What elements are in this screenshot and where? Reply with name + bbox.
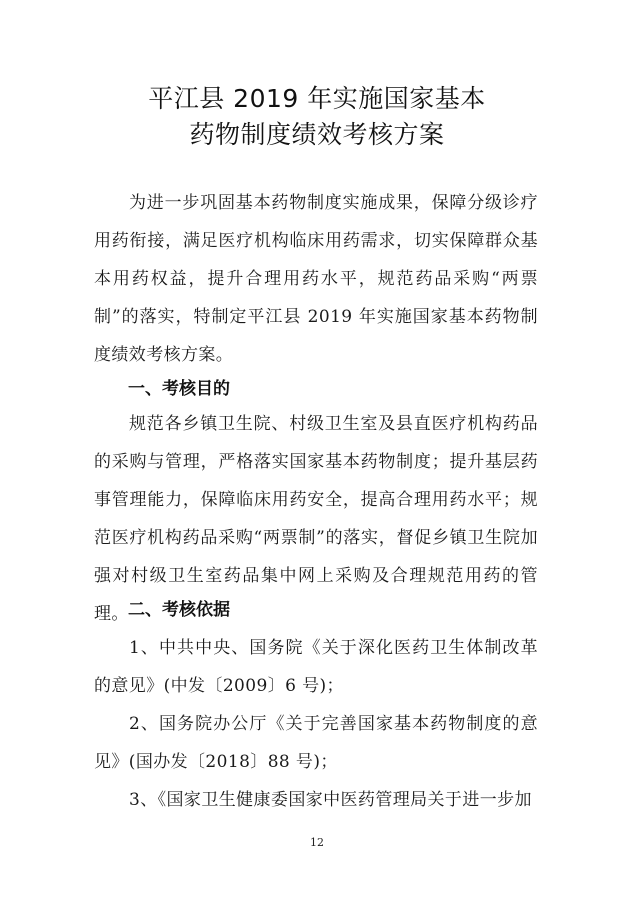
- purpose-paragraph: 规范各乡镇卫生院、村级卫生室及县直医疗机构药品的采购与管理，严格落实国家基本药物制度；提升基层药事管理能力，保障临床用药安全，提高合理用药水平；规范医疗机构药品采购“两票制”的落实，督促乡镇卫生院加强对村级卫生室药品集中网上采购及合理规范用药的管理。: [94, 414, 538, 624]
- intro-paragraph: 为进一步巩固基本药物制度实施成果，保障分级诊疗用药衔接，满足医疗机构临床用药需求，切实保障群众基本用药权益，提升合理用药水平，规范药品采购“两票制”的落实，特制定平江县 2019 年实施国家基本药物制度绩效考核方案。: [94, 193, 538, 365]
- document-title-line1: 平江县 2019 年实施国家基本: [148, 84, 486, 113]
- basis-item-2: 2、国务院办公厅《关于完善国家基本药物制度的意见》(国办发〔2018〕88 号)；: [94, 714, 538, 772]
- basis-item-3: 3、《国家卫生健康委国家中医药管理局关于进一步加: [129, 790, 532, 810]
- section-heading-purpose: 一、考核目的: [128, 379, 230, 399]
- document-title-line2: 药物制度绩效考核方案: [189, 120, 445, 149]
- page-number: 12: [310, 836, 324, 849]
- basis-item-1: 1、中共中央、国务院《关于深化医药卫生体制改革的意见》(中发〔2009〕6 号)；: [94, 638, 538, 696]
- section-heading-basis: 二、考核依据: [128, 600, 230, 620]
